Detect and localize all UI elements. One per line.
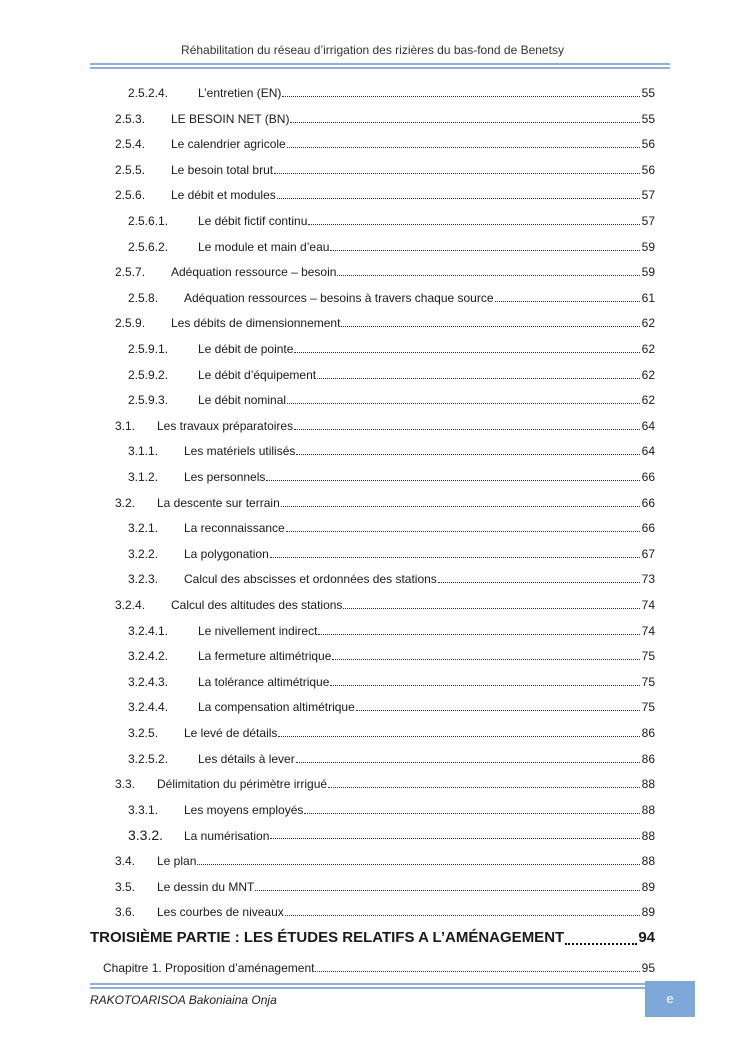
- toc-entry[interactable]: [128, 290, 655, 306]
- toc-entry-page: 61: [641, 290, 655, 305]
- toc-entry[interactable]: [115, 904, 655, 920]
- toc-entry-page: 57: [641, 188, 655, 203]
- toc-entry-page: 88: [641, 829, 655, 844]
- toc-entry[interactable]: [115, 776, 655, 792]
- toc-entry-page: 75: [641, 649, 655, 664]
- chapter-page: 95: [641, 961, 655, 975]
- toc-entry-number: 3.1.: [115, 418, 136, 433]
- toc-entry-number: 2.5.9.1.: [128, 342, 169, 356]
- toc-entry[interactable]: [128, 699, 655, 715]
- toc-entry-title: Le dessin du MNT: [157, 879, 255, 894]
- toc-entry-page: 66: [641, 495, 655, 510]
- toc-entry-number: 3.2.4.2.: [128, 649, 169, 664]
- toc-entry-title: La reconnaissance: [184, 521, 285, 536]
- toc-entry-title: La polygonation: [184, 546, 269, 561]
- toc-entry-title: Les travaux préparatoires: [157, 418, 294, 433]
- toc-entry-title: La fermeture altimétrique: [198, 649, 332, 664]
- toc-entry-number: 2.5.6.1.: [128, 214, 169, 228]
- toc-entry[interactable]: [128, 367, 655, 383]
- toc-entry-title: Adéquation ressource – besoin: [171, 265, 337, 280]
- toc-entry-page: 88: [641, 854, 655, 868]
- toc-entry-title: Calcul des altitudes des stations: [171, 598, 343, 612]
- footer-author: RAKOTOARISOA Bakoniaina Onja: [90, 993, 277, 1007]
- toc-entry-page: 86: [641, 751, 655, 766]
- dot-leader: [277, 187, 640, 199]
- toc-entry[interactable]: [115, 418, 655, 434]
- dot-leader: [356, 699, 640, 711]
- toc-entry-page: 56: [641, 137, 655, 152]
- dot-leader: [332, 648, 640, 660]
- toc-entry-page: 89: [641, 879, 655, 894]
- toc-entry-page: 55: [641, 111, 655, 126]
- dot-leader: [495, 290, 640, 302]
- dot-leader: [296, 751, 640, 763]
- dot-leader: [317, 367, 640, 379]
- toc-entry-page: 55: [641, 86, 655, 100]
- toc-entry-title: Le nivellement indirect: [198, 623, 318, 638]
- toc-entry-title: Adéquation ressources – besoins à travers chaque source: [184, 290, 494, 305]
- dot-leader: [294, 418, 640, 430]
- toc-entry[interactable]: [115, 136, 655, 152]
- toc-entry-title: Calcul des abscisses et ordonnées des stations: [184, 572, 437, 587]
- dot-leader: [330, 239, 640, 251]
- toc-entry-page: 66: [641, 521, 655, 536]
- dot-leader: [282, 85, 640, 97]
- dot-leader: [438, 571, 640, 583]
- toc-entry[interactable]: [128, 725, 655, 741]
- toc-entry-page: 75: [641, 674, 655, 689]
- toc-entry-title: Les moyens employés: [184, 802, 304, 817]
- toc-entry[interactable]: [128, 341, 655, 357]
- toc-entry-number: 2.5.3.: [115, 111, 146, 126]
- toc-entry[interactable]: [128, 392, 655, 408]
- toc-entry-title: Le débit d’équipement: [198, 367, 317, 382]
- toc-entry-number: 3.1.2.: [128, 470, 159, 484]
- toc-entry-number: 3.2.4.3.: [128, 674, 169, 689]
- toc-entry-page: 73: [641, 572, 655, 587]
- toc-entry-page: 62: [641, 342, 655, 356]
- dot-leader: [304, 802, 640, 814]
- toc-entry-number: 3.2.1.: [128, 521, 159, 536]
- toc-entry-number: 3.2.2.: [128, 546, 159, 561]
- toc-entry-title: Le module et main d’eau: [198, 239, 330, 254]
- toc-entry-number: 3.2.5.2.: [128, 751, 169, 766]
- dot-leader: [285, 904, 640, 916]
- dot-leader: [294, 341, 640, 353]
- toc-entry[interactable]: [115, 187, 655, 203]
- toc-entry-number: 2.5.4.: [115, 137, 146, 152]
- dot-leader: [318, 623, 640, 635]
- dot-leader: [270, 546, 640, 558]
- part-title: TROISIÈME PARTIE : LES ÉTUDES RELATIFS A L’AMÉNAGEMENT: [90, 929, 565, 946]
- toc-entry[interactable]: [128, 571, 655, 587]
- toc-entry-title: Les matériels utilisés: [184, 444, 296, 459]
- toc-entry[interactable]: [128, 443, 655, 459]
- toc-entry-page: 86: [641, 726, 655, 740]
- toc-entry-title: Les personnels: [184, 470, 266, 484]
- toc-entry[interactable]: [128, 751, 655, 767]
- dot-leader: [290, 111, 640, 123]
- header-rule: [90, 63, 670, 65]
- toc-entry-number: 3.2.4.4.: [128, 700, 169, 715]
- toc-entry-title: LE BESOIN NET (BN): [171, 111, 290, 126]
- toc-entry-number: 3.2.3.: [128, 572, 159, 587]
- toc-entry[interactable]: [115, 495, 655, 511]
- toc-entry[interactable]: [128, 469, 655, 485]
- dot-leader: [266, 469, 640, 481]
- toc-entry[interactable]: [115, 264, 655, 280]
- toc-entry-page: 64: [641, 418, 655, 433]
- toc-entry-page: 74: [641, 623, 655, 638]
- dot-leader: [281, 495, 640, 507]
- dot-leader: [565, 929, 637, 945]
- dot-leader: [287, 136, 640, 148]
- toc-entry-number: 2.5.9.: [115, 316, 146, 331]
- dot-leader: [296, 443, 640, 455]
- dot-leader: [308, 213, 640, 225]
- toc-entry-page: 88: [641, 802, 655, 817]
- toc-entry-title: Le débit et modules: [171, 188, 276, 203]
- dot-leader: [274, 162, 640, 174]
- dot-leader: [341, 315, 640, 327]
- toc-entry-number: 2.5.2.4.: [128, 86, 169, 100]
- toc-entry-number: 2.5.6.2.: [128, 239, 169, 254]
- toc-entry[interactable]: [115, 597, 655, 613]
- toc-entry-number: 3.2.: [115, 495, 136, 510]
- footer-rule: [90, 987, 670, 989]
- chapter-entry[interactable]: [103, 960, 655, 976]
- dot-leader: [286, 520, 640, 532]
- toc-entry-number: 3.4.: [115, 854, 136, 868]
- toc-entry-page: 75: [641, 700, 655, 715]
- dot-leader: [270, 827, 640, 839]
- toc-entry[interactable]: [115, 853, 655, 869]
- toc-entry-page: 88: [641, 777, 655, 792]
- toc-entry-title: La numérisation: [184, 829, 270, 844]
- toc-entry-title: Le débit de pointe: [198, 342, 294, 356]
- page-number-badge: e: [645, 981, 695, 1017]
- dot-leader: [337, 264, 640, 276]
- toc-entry-title: Le calendrier agricole: [171, 137, 286, 152]
- page-header: Réhabilitation du réseau d’irrigation des rizières du bas-fond de Benetsy: [181, 43, 564, 57]
- toc-entry[interactable]: [128, 827, 655, 843]
- dot-leader: [278, 725, 640, 737]
- toc-entry-page: 62: [641, 367, 655, 382]
- toc-entry-number: 3.6.: [115, 905, 136, 920]
- toc-entry[interactable]: [115, 111, 655, 127]
- toc-entry-page: 59: [641, 239, 655, 254]
- chapter-title: Chapitre 1. Proposition d’aménagement: [103, 961, 315, 975]
- toc-entry-number: 2.5.9.3.: [128, 393, 169, 408]
- toc-entry[interactable]: [115, 315, 655, 331]
- toc-entry-title: Les courbes de niveaux: [157, 905, 284, 920]
- dot-leader: [197, 853, 640, 865]
- toc-entry-page: 67: [641, 546, 655, 561]
- dot-leader: [343, 597, 640, 609]
- toc-entry-page: 64: [641, 444, 655, 459]
- toc-entry[interactable]: [128, 85, 655, 101]
- toc-entry-number: 3.3.2.: [128, 827, 164, 844]
- toc-entry-title: Le levé de détails: [184, 726, 278, 740]
- dot-leader: [330, 674, 640, 686]
- toc-entry-title: La compensation altimétrique: [198, 700, 355, 715]
- dot-leader: [287, 392, 640, 404]
- toc-entry[interactable]: [128, 802, 655, 818]
- toc-entry-page: 62: [641, 393, 655, 408]
- toc-entry-number: 2.5.7.: [115, 265, 146, 280]
- toc-entry-title: Le besoin total brut: [171, 162, 274, 177]
- toc-entry-page: 57: [641, 214, 655, 228]
- toc-entry[interactable]: [128, 648, 655, 664]
- header-rule: [90, 67, 670, 69]
- toc-entry-page: 56: [641, 162, 655, 177]
- dot-leader: [328, 776, 640, 788]
- toc-entry[interactable]: [128, 520, 655, 536]
- toc-entry-number: 3.1.1.: [128, 444, 159, 459]
- toc-entry-title: La descente sur terrain: [157, 495, 280, 510]
- toc-entry-number: 2.5.5.: [115, 162, 146, 177]
- toc-entry-title: Délimitation du périmètre irrigué: [157, 777, 328, 792]
- toc-entry-page: 74: [641, 598, 655, 612]
- toc-entry-number: 3.5.: [115, 879, 136, 894]
- toc-entry-number: 3.2.4.: [115, 598, 146, 612]
- footer-rule: [90, 983, 670, 985]
- toc-entry[interactable]: [128, 623, 655, 639]
- toc-entry[interactable]: [115, 879, 655, 895]
- toc-entry-page: 62: [641, 316, 655, 331]
- toc-entry-number: 2.5.8.: [128, 290, 159, 305]
- toc-entry-page: 66: [641, 470, 655, 484]
- toc-entry-title: L’entretien (EN): [198, 86, 282, 100]
- toc-entry[interactable]: [128, 546, 655, 562]
- toc-entry-title: Les détails à lever: [198, 751, 295, 766]
- toc-entry-number: 2.5.9.2.: [128, 367, 169, 382]
- toc-entry-title: Le plan: [157, 854, 197, 868]
- toc-entry-title: La tolérance altimétrique: [198, 674, 330, 689]
- part-page: 94: [638, 929, 655, 946]
- toc-entry[interactable]: [128, 213, 655, 229]
- toc-entry-title: Le débit nominal: [198, 393, 287, 408]
- toc-entry-page: 89: [641, 905, 655, 920]
- toc-entry-title: Les débits de dimensionnement: [171, 316, 341, 331]
- toc-entry-title: Le débit fictif continu: [198, 214, 308, 228]
- dot-leader: [315, 960, 640, 972]
- toc-entry-number: 2.5.6.: [115, 188, 146, 203]
- toc-entry[interactable]: [128, 674, 655, 690]
- toc-entry[interactable]: [115, 162, 655, 178]
- toc-entry-page: 59: [641, 265, 655, 280]
- dot-leader: [255, 879, 640, 891]
- toc-entry-number: 3.3.: [115, 777, 136, 792]
- toc-entry[interactable]: [128, 239, 655, 255]
- toc-entry-number: 3.3.1.: [128, 802, 159, 817]
- part-heading[interactable]: [90, 929, 655, 951]
- toc-entry-number: 3.2.4.1.: [128, 623, 169, 638]
- toc-entry-number: 3.2.5.: [128, 726, 159, 740]
